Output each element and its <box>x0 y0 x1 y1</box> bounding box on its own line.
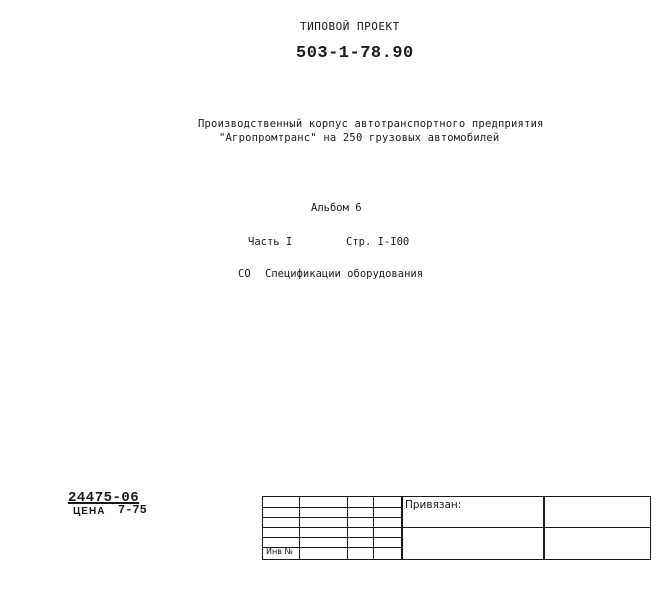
project-title-line-2: "Агропромтранс" на 250 грузовых автомобилей <box>219 132 500 144</box>
inventory-number: 24475-06 <box>68 490 140 506</box>
document-type: ТИПОВОЙ ПРОЕКТ <box>300 20 400 33</box>
stamp-row-line <box>263 517 402 518</box>
price-label: ЦЕНА <box>73 506 106 517</box>
project-code: 503-1-78.90 <box>296 44 414 63</box>
stamp-row-line <box>263 507 402 508</box>
stamp-divider <box>543 497 545 559</box>
section-name: Спецификации оборудования <box>265 268 424 280</box>
binding-stamp-table <box>262 496 651 560</box>
stamp-row-line <box>263 527 402 528</box>
inventory-field-label: Инв № <box>266 547 293 556</box>
bound-to-label: Привязан: <box>405 499 462 511</box>
stamp-row-line <box>263 537 402 538</box>
price-value: 7-75 <box>118 503 147 517</box>
part-label: Часть I <box>248 236 293 248</box>
project-title-line-1: Производственный корпус автотранспортного предприятия <box>198 118 544 130</box>
section-code: СО <box>238 268 251 280</box>
page-range: Стр. I-I00 <box>346 236 410 248</box>
stamp-row-line <box>402 527 651 528</box>
album-label: Альбом 6 <box>311 202 362 214</box>
